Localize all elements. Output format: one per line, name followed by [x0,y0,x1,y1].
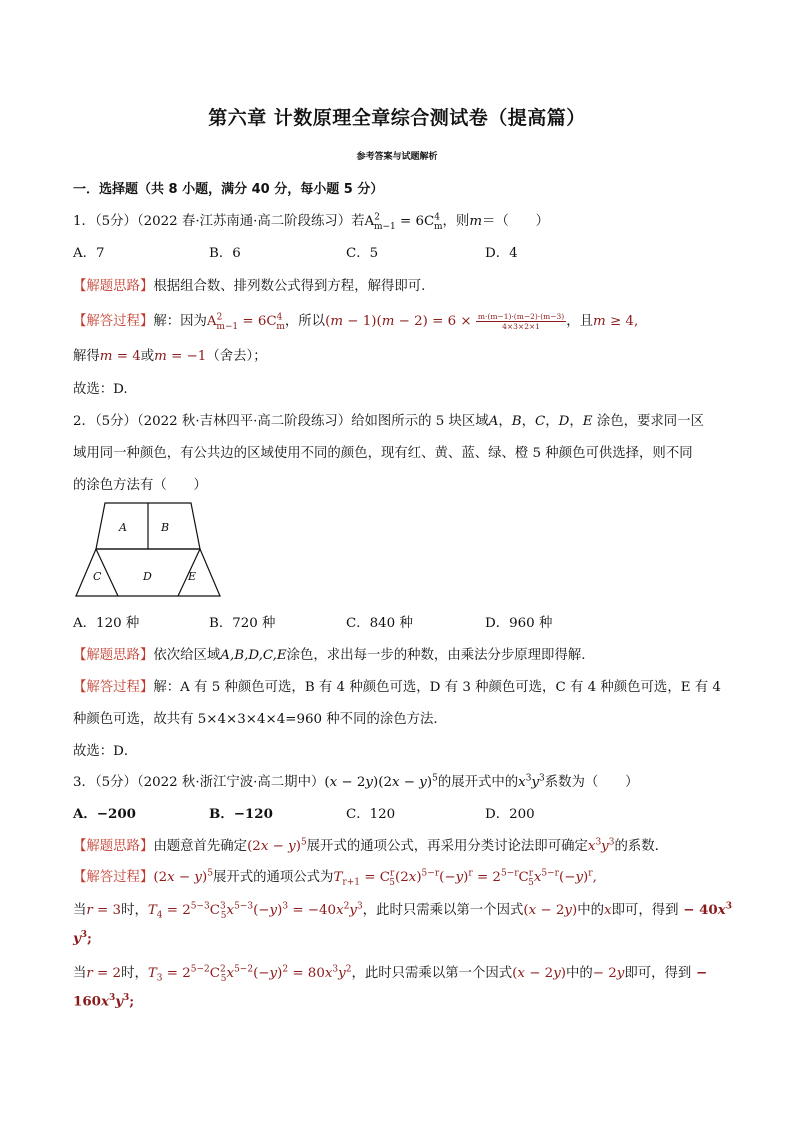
q1-option-c: C．5 [346,246,379,261]
q1-option-a: A．7 [73,246,105,261]
q1-option-b: B．6 [209,246,241,261]
q2-answer: 故选：D． [73,744,138,759]
q3-stem: 3．（5分）（2022 秋·浙江宁波·高二期中）$(x - 2y)(2x - y)^5$的展开式中的$x^3y^3$系数为（ ） [73,773,639,790]
section-heading: 一．选择题（共 8 小题，满分 40 分，每小题 5 分） [73,182,384,197]
region-label-d: D [143,570,152,583]
q3-case-r2: 当r = 2时，$T_3 = 2^{5-2}C^2_5x^{5-2}(-y)^2 = 80x^3y^2$，此时只需乘以第一个因式(x − 2y)中的− 2y即可，得到 − [73,964,708,984]
q2-region-figure [73,502,223,598]
page-subtitle: 参考答案与试题解析 [356,152,438,162]
region-label-c: C [93,570,102,583]
q2-process-line2: 种颜色可选，故共有 5×4×3×4×4=960 种不同的涂色方法. [73,712,438,727]
q2-stem-line3: 的涂色方法有（ ） [73,478,207,493]
region-label-e: E [188,570,197,583]
q3-case-r3-cont: $y^3$; [73,930,92,947]
q3-case-r2-cont: $160x^3y^3$; [73,993,135,1010]
q1-stem: 1．（5分）（2022 春·江苏南通·高二阶段练习）若$A^2_{m-1} = 6C^4_m$，则m＝（ ） [73,212,549,232]
q3-case-r3: 当r = 3时，$T_4 = 2^{5-3}C^3_5x^{5-3}(-y)^3 = -40x^2y^3$，此时只需乘以第一个因式(x − 2y)中的x即可，得到 − $40x^3$ [73,901,732,921]
region-label-b: B [161,521,170,534]
process-tag: 【解答过程】 [73,314,154,329]
q1-idea: 【解题思路】根据组合数、排列数公式得到方程，解得即可. [73,279,426,294]
page-title: 第六章 计数原理全章综合测试卷（提高篇） [208,107,586,129]
q2-idea: 【解题思路】依次给区域A,B,D,C,E涂色，求出每一步的种数，由乘法分步原理即得解. [73,648,586,663]
q1-process-line2: 解得m = 4或m = −1（舍去）； [73,349,267,364]
q1-process: 【解答过程】解：因为$A^2_{m-1} = 6C^4_m$，所以(m − 1)(m − 2) = 6 × $\frac{m\cdot(m-1)\cdot(m-2)\cdot(m-3)}{4\times 3\times 2\times 1}$ ，且m ≥ 4, [73,312,639,332]
q2-stem-line1: 2．（5分）（2022 秋·吉林四平·高二阶段练习）给如图所示的 5 块区域A，B，C，D，E 涂色，要求同一区 [73,414,704,429]
q1-answer: 故选：D. [73,382,128,397]
region-label-a: A [119,521,127,534]
q3-process: 【解答过程】$(2x - y)^5$展开式的通项公式为$T_{r+1} = C^r_5(2x)^{5-r}(-y)^r = 2^{5-r}C^r_5x^{5-r}(-y)^r$, [73,868,597,888]
q2-process-line1: 【解答过程】解：A 有 5 种颜色可选，B 有 4 种颜色可选，D 有 3 种颜色可选，C 有 4 种颜色可选，E 有 4 [73,680,721,695]
q3-idea: 【解题思路】由题意首先确定$(2x - y)^5$展开式的通项公式，再采用分类讨论法即可确定$x^3y^3$的系数. [73,837,659,854]
q2-option-a: A．120 种 [73,616,140,631]
q1-fraction: $\frac{m\cdot(m-1)\cdot(m-2)\cdot(m-3)}{4\times 3\times 2\times 1}$ [477,312,565,331]
idea-tag: 【解题思路】 [73,279,154,294]
q2-option-d: D．960 种 [485,616,553,631]
q3-option-d: D．200 [485,807,535,822]
q3-option-c: C．120 [346,807,396,822]
q1-option-d: D．4 [485,246,518,261]
q3-option-b: B．−120 [209,806,273,822]
q2-option-c: C．840 种 [346,616,413,631]
q2-option-b: B．720 种 [209,616,276,631]
q2-stem-line2: 域用同一种颜色，有公共边的区域使用不同的颜色，现有红、黄、蓝、绿、橙 5 种颜色可供选择，则不同 [73,446,693,461]
q3-option-a: A．−200 [73,806,136,822]
